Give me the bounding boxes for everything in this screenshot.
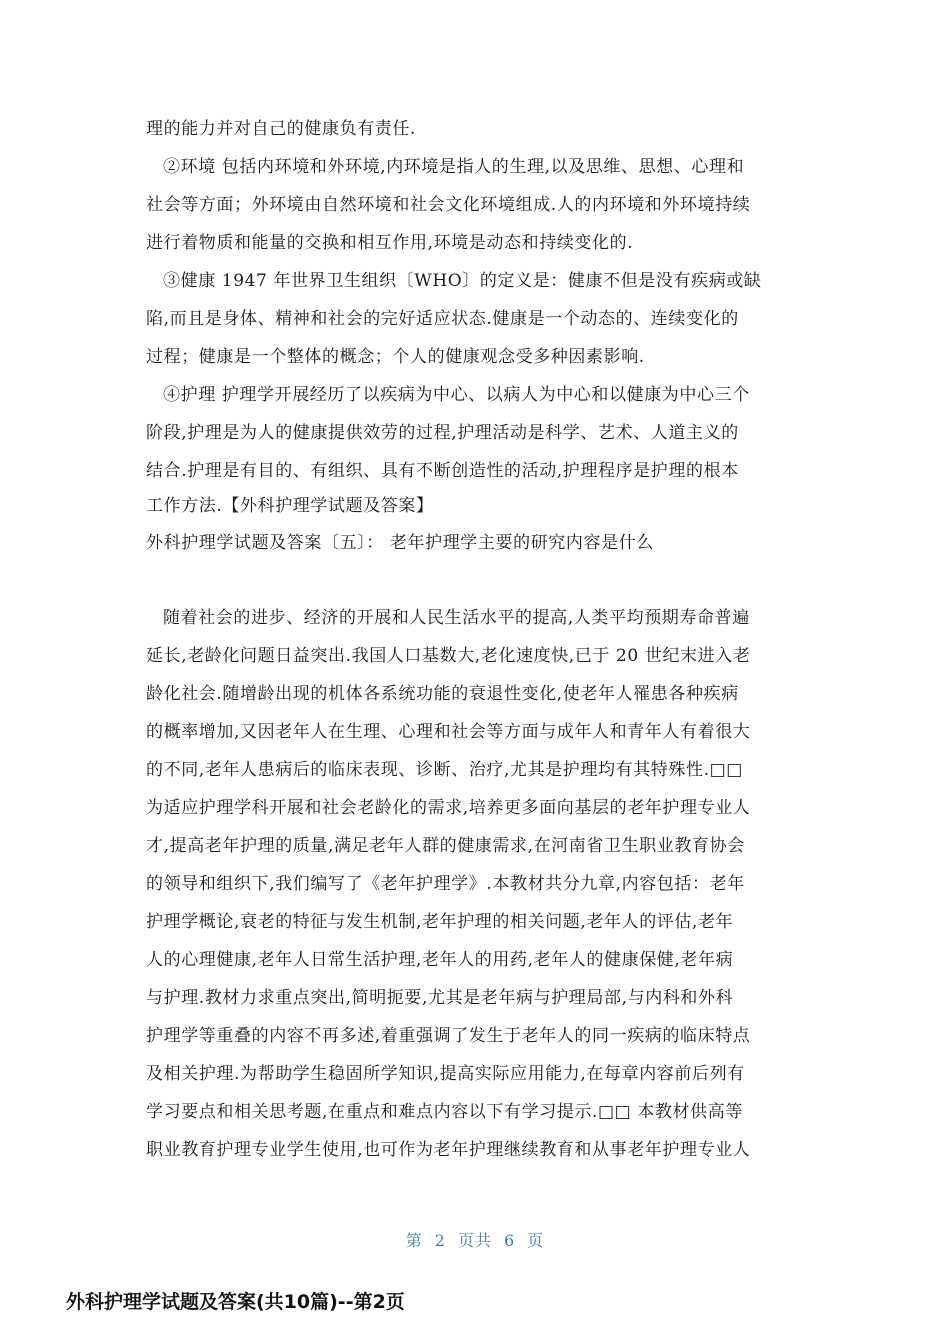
text-line: 才,提高老年护理的质量,满足老年人群的健康需求,在河南省卫生职业教育协会	[146, 836, 745, 856]
text-line: 陷,而且是身体、精神和社会的完好适应状态.健康是一个动态的、连续变化的	[146, 309, 739, 329]
text-line: ④护理 护理学开展经历了以疾病为中心、以病人为中心和以健康为中心三个	[163, 385, 750, 405]
text-line: 的领导和组织下,我们编写了《老年护理学》.本教材共分九章,内容包括：老年	[146, 874, 745, 894]
text-line: 进行着物质和能量的交换和相互作用,环境是动态和持续变化的.	[146, 233, 634, 253]
text-line: 工作方法.【外科护理学试题及答案】	[146, 496, 434, 516]
text-line: 及相关护理.为帮助学生稳固所学知识,提高实际应用能力,在每章内容前后列有	[146, 1064, 745, 1084]
text-line: 社会等方面；外环境由自然环境和社会文化环境组成.人的内环境和外环境持续	[146, 195, 751, 215]
text-line: 延长,老龄化问题日益突出.我国人口基数大,老化速度快,已于 20 世纪末进入老	[146, 646, 751, 666]
page-suffix: 页	[527, 1231, 545, 1250]
section-heading: 外科护理学试题及答案〔五〕： 老年护理学主要的研究内容是什么	[146, 533, 654, 553]
document-title-caption: 外科护理学试题及答案(共10篇)--第2页	[66, 1291, 405, 1313]
text-line: 随着社会的进步、经济的开展和人民生活水平的提高,人类平均预期寿命普遍	[163, 608, 750, 628]
text-line: 人的心理健康,老年人日常生活护理,老年人的用药,老年人的健康保健,老年病	[146, 950, 734, 970]
text-line: 为适应护理学科开展和社会老龄化的需求,培养更多面向基层的老年护理专业人	[146, 798, 751, 818]
text-line: 的概率增加,又因老年人在生理、心理和社会等方面与成年人和青年人有着很大	[146, 722, 751, 742]
page-prefix: 第	[405, 1231, 423, 1250]
page-middle: 页共	[457, 1231, 492, 1250]
text-line: 过程；健康是一个整体的概念；个人的健康观念受多种因素影响.	[146, 347, 645, 367]
page-number-footer	[0, 1228, 950, 1251]
page-number: 2	[434, 1231, 446, 1250]
text-line: 职业教育护理专业学生使用,也可作为老年护理继续教育和从事老年护理专业人	[146, 1140, 751, 1160]
text-line: 理的能力并对自己的健康负有责任.	[146, 119, 417, 139]
page-total: 6	[504, 1231, 516, 1250]
text-line: 阶段,护理是为人的健康提供效劳的过程,护理活动是科学、艺术、人道主义的	[146, 423, 739, 443]
text-line: ③健康 1947 年世界卫生组织〔WHO〕的定义是：健康不但是没有疾病或缺	[163, 271, 762, 291]
text-line: 护理学概论,衰老的特征与发生机制,老年护理的相关问题,老年人的评估,老年	[146, 912, 734, 932]
text-line: ②环境 包括内环境和外环境,内环境是指人的生理,以及思维、思想、心理和	[163, 157, 745, 177]
text-line: 的不同,老年人患病后的临床表现、诊断、治疗,尤其是护理均有其特殊性.□□	[146, 760, 743, 780]
text-line: 学习要点和相关思考题,在重点和难点内容以下有学习提示.□□ 本教材供高等	[146, 1102, 743, 1122]
text-line: 护理学等重叠的内容不再多述,着重强调了发生于老年人的同一疾病的临床特点	[146, 1026, 751, 1046]
text-line: 龄化社会.随增龄出现的机体各系统功能的衰退性变化,使老年人罹患各种疾病	[146, 684, 739, 704]
text-line: 结合.护理是有目的、有组织、具有不断创造性的活动,护理程序是护理的根本	[146, 461, 739, 481]
text-line: 与护理.教材力求重点突出,简明扼要,尤其是老年病与护理局部,与内科和外科	[146, 988, 734, 1008]
